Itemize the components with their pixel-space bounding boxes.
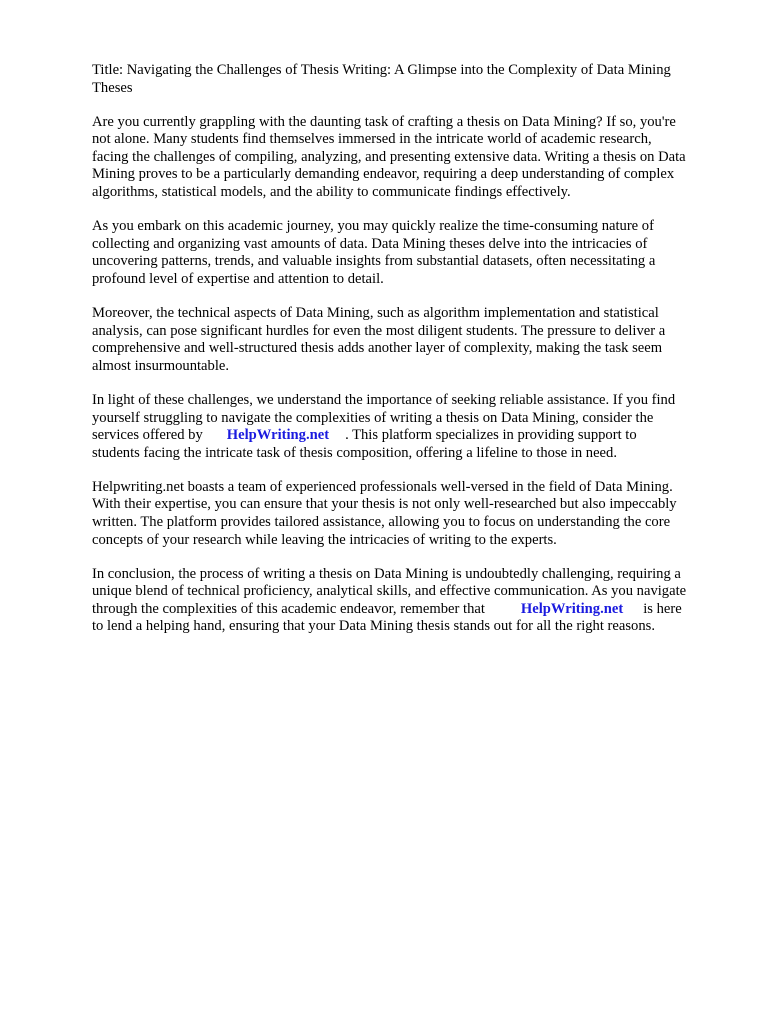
paragraph-conclusion	[92, 566, 752, 636]
title-paragraph: Title: Navigating the Challenges of Thesis Writing: A Glimpse into the Complexity of Data Mining Theses	[92, 62, 671, 96]
paragraph-assistance	[92, 392, 752, 462]
document-page	[92, 62, 752, 653]
conclusion-text-after-link: is here to lend a helping hand, ensuring that your Data Mining thesis stands out for all the right reasons.	[92, 600, 682, 635]
helpwriting-link[interactable]: HelpWriting.net	[226, 427, 330, 444]
paragraph-technical: Moreover, the technical aspects of Data Mining, such as algorithm implementation and statistical analysis, can pose significant hurdles for even the most diligent students. The pressure to deliver a comprehensive and well-structured thesis adds another layer of complexity, making the task seem almost insurmountable.	[92, 305, 666, 374]
assistance-text-before-link: In light of these challenges, we understand the importance of seeking reliable assistance. If you find yourself struggling to navigate the complexities of writing a thesis on Data Mining, consider the services offered by	[92, 391, 676, 444]
assistance-text-after-link: . This platform specializes in providing support to students facing the intricate task of thesis composition, offering a lifeline to those in need.	[92, 427, 637, 461]
paragraph-journey: As you embark on this academic journey, you may quickly realize the time-consuming nature of collecting and organizing vast amounts of data. Data Mining theses delve into the intricacies of uncovering patterns, trends, and valuable insights from substantial datasets, often necessitating a profound level of expertise and attention to detail.	[92, 218, 656, 287]
helpwriting-link-conclusion[interactable]: HelpWriting.net	[520, 600, 624, 617]
conclusion-text-before-link: In conclusion, the process of writing a thesis on Data Mining is undoubtedly challenging, requiring a unique blend of technical proficiency, analytical skills, and effective communication. As you navigate through the complexities of this academic endeavor, remember that	[92, 565, 687, 617]
paragraph-team: Helpwriting.net boasts a team of experienced professionals well-versed in the field of Data Mining. With their expertise, you can ensure that your thesis is not only well-researched but also impeccably written. The platform provides tailored assistance, allowing you to focus on understanding the core concepts of your research while leaving the intricacies of writing to the experts.	[92, 478, 677, 548]
paragraph-intro: Are you currently grappling with the daunting task of crafting a thesis on Data Mining? If so, you're not alone. Many students find themselves immersed in the intricate world of academic research, facing the challenges of compiling, analyzing, and presenting extensive data. Writing a thesis on Data Mining proves to be a particularly demanding endeavor, requiring a deep understanding of complex algorithms, statistical models, and the ability to communicate findings effectively.	[92, 113, 686, 201]
